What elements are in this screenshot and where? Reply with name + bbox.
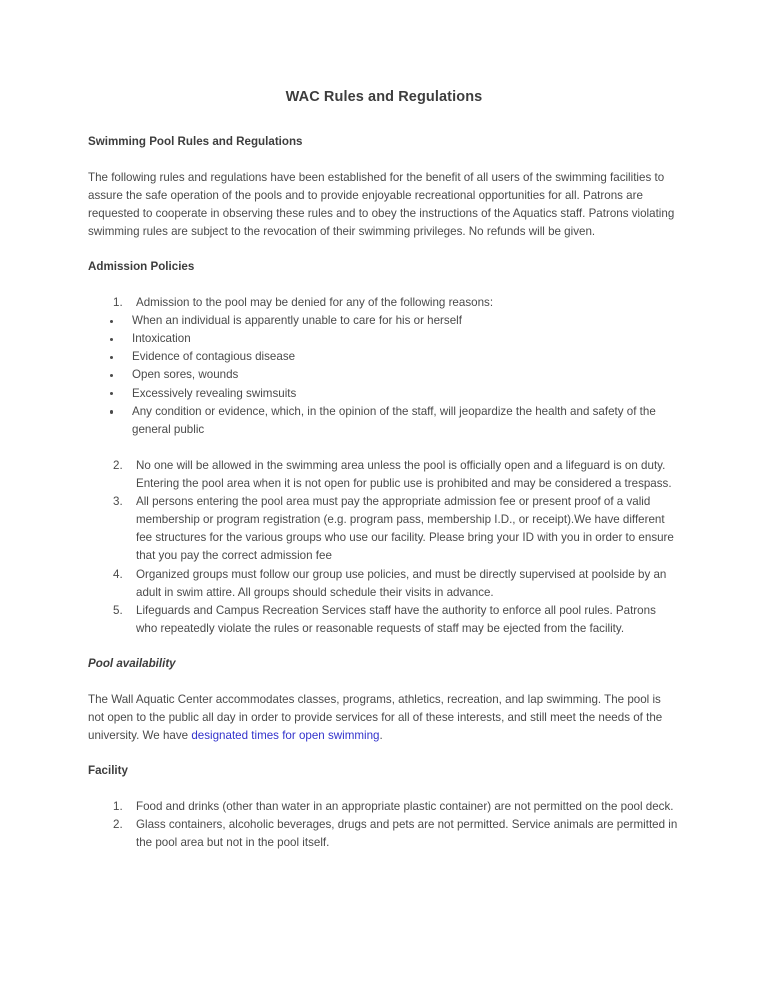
list-marker: 5. xyxy=(113,603,123,617)
list-item-text: Open sores, wounds xyxy=(132,368,239,382)
list-item-text: Food and drinks (other than water in an appropriate plastic container) are not permitted on the pool deck. xyxy=(136,799,674,813)
pool-availability-text-after-link: . xyxy=(379,728,383,742)
spacer xyxy=(88,638,680,656)
intro-paragraph: The following rules and regulations have been established for the benefit of all users of the swimming facilities to assure the safe operation of the pools and to provide enjoyable recreational opportunities for all. Patrons are requested to cooperate in observing these rules and to obey the instructions of the Aquatics staff. Patrons violating swimming rules are subject to the revocation of their swimming privileges. No refunds will be given. xyxy=(88,170,675,239)
list-item-text: When an individual is apparently unable to care for his or herself xyxy=(132,314,462,328)
bullet-icon xyxy=(110,410,113,413)
list-item-text: All persons entering the pool area must pay the appropriate admission fee or present proof of a valid membership or program registration (e.g. program pass, membership I.D., or receipt).We have different fee structures for the various groups who use our facility. Please bring your ID with you in order to ensure that you pay the correct admission fee xyxy=(136,495,674,563)
list-item-text: Intoxication xyxy=(132,332,191,346)
designated-times-link[interactable]: designated times for open swimming xyxy=(191,728,380,742)
list-item-text: Organized groups must follow our group use policies, and must be directly supervised at poolside by an adult in swim attire. All groups should schedule their visits in advance. xyxy=(136,567,667,599)
spacer xyxy=(88,673,680,691)
admission-list-part-one xyxy=(88,294,680,312)
list-marker: 2. xyxy=(113,458,123,472)
bullet-icon xyxy=(110,338,113,341)
list-item xyxy=(88,457,680,493)
bullet-icon xyxy=(110,374,113,377)
bullet-icon xyxy=(110,356,113,359)
list-item xyxy=(88,294,680,312)
list-item-text: Admission to the pool may be denied for any of the following reasons: xyxy=(136,296,494,310)
admission-list-part-two xyxy=(88,457,680,638)
list-item xyxy=(88,493,680,565)
bullet-icon xyxy=(110,320,113,323)
list-item xyxy=(88,366,680,384)
list-item xyxy=(88,330,680,348)
heading-swimming-pool-rules: Swimming Pool Rules and Regulations xyxy=(88,135,303,149)
pool-availability-text-before-link: The Wall Aquatic Center accommodates classes, programs, athletics, recreation, and lap swimming. The pool is not open to the public all day in order to provide services for all of these interests, and still meet the needs of the university. We have xyxy=(88,692,663,742)
page-title: WAC Rules and Regulations xyxy=(285,89,483,105)
list-item-text: Evidence of contagious disease xyxy=(132,350,296,364)
spacer xyxy=(88,241,680,259)
list-marker: 1. xyxy=(113,799,123,813)
list-item-text: Glass containers, alcoholic beverages, drugs and pets are not permitted. Service animals are permitted in the pool area but not in the pool itself. xyxy=(136,817,678,849)
list-marker: 1. xyxy=(113,296,123,310)
heading-facility: Facility xyxy=(88,763,128,777)
list-item-text: Excessively revealing swimsuits xyxy=(132,386,297,400)
list-marker: 2. xyxy=(113,817,123,831)
pool-availability-paragraph xyxy=(88,691,680,745)
spacer xyxy=(88,780,680,798)
list-item-text: Lifeguards and Campus Recreation Services staff have the authority to enforce all pool rules. Patrons who repeatedly violate the rules or reasonable requests of staff may be ejected from the facility. xyxy=(136,603,656,635)
spacer xyxy=(88,276,680,294)
list-item xyxy=(88,602,680,638)
spacer xyxy=(88,439,680,457)
list-item xyxy=(88,798,680,816)
heading-admission-policies: Admission Policies xyxy=(88,260,195,274)
list-item xyxy=(88,385,680,403)
list-marker: 4. xyxy=(113,567,123,581)
denial-reasons-list xyxy=(88,312,680,439)
list-item-text: Any condition or evidence, which, in the opinion of the staff, will jeopardize the health and safety of the general public xyxy=(132,404,656,436)
list-item xyxy=(88,348,680,366)
list-item xyxy=(88,403,680,439)
spacer xyxy=(88,745,680,763)
list-item xyxy=(88,816,680,852)
facility-list xyxy=(88,798,680,852)
bullet-icon xyxy=(110,392,113,395)
list-item-text: No one will be allowed in the swimming area unless the pool is officially open and a lifeguard is on duty. Entering the pool area when it is not open for public use is prohibited and may be considered a trespass. xyxy=(136,458,672,491)
list-marker: 3. xyxy=(113,495,123,509)
heading-pool-availability: Pool availability xyxy=(88,656,176,670)
list-item xyxy=(88,312,680,330)
list-item xyxy=(88,566,680,602)
spacer xyxy=(88,151,680,169)
